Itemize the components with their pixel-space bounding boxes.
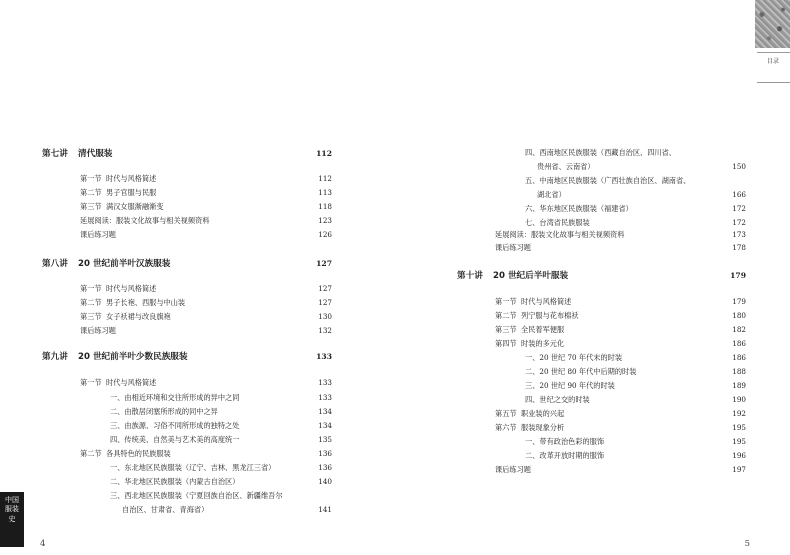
toc-entry-page-number: 173 [732,230,746,239]
toc-entry [42,324,332,338]
toc-entry [457,407,746,421]
toc-entry-page-number: 132 [318,326,332,335]
toc-entry [42,214,332,228]
toc-entry [457,188,746,202]
toc-entry-page-number: 172 [732,204,746,213]
toc-entry-title: 课后练习题 [495,243,531,252]
toc-entry-title: 三、由族源、习俗不同所形成的独特之处 [110,421,240,430]
toc-entry-page-number: 189 [732,381,746,390]
toc-chapter-entry [42,350,332,364]
toc-entry-label: 第一节 [80,378,102,387]
toc-entry-page-number: 190 [732,395,746,404]
toc-entry-label: 第二节 [80,188,102,197]
toc-entry-page-number: 127 [318,298,332,307]
toc-entry [457,228,746,242]
toc-entry-page-number: 166 [732,190,746,199]
toc-entry-page-number: 195 [732,437,746,446]
toc-entry [457,463,746,477]
toc-entry [457,174,746,188]
toc-entry [42,376,332,390]
toc-entry-page-number: 127 [318,284,332,293]
toc-entry-title: 20 世纪前半叶少数民族服装 [78,352,188,362]
toc-entry-page-number: 196 [732,451,746,460]
toc-entry-label: 第二节 [495,311,517,320]
toc-entry [42,200,332,214]
toc-entry-title: 一、带有政治色彩的服饰 [525,437,605,446]
toc-entry-title: 服装现象分析 [521,423,565,432]
section-tab-label: 目录 [766,58,779,65]
toc-entry-title: 二、20 世纪 80 年代中后期的时装 [525,367,637,376]
toc-entry-title: 二、华北地区民族服装（内蒙古自治区） [110,477,240,486]
toc-entry-title: 课后练习题 [80,326,116,335]
corner-rule-top [757,52,790,53]
toc-entry-title: 时装的多元化 [521,339,565,348]
toc-chapter-entry [42,147,332,161]
toc-entry-title: 二、由散居闭塞所形成的同中之异 [110,407,218,416]
toc-entry-title: 五、中南地区民族服装（广西壮族自治区、湖南省、 [525,176,691,185]
toc-entry-label: 第六节 [495,423,517,432]
toc-entry-page-number: 136 [318,463,332,472]
toc-entry-label: 第五节 [495,409,517,418]
toc-entry-title: 清代服装 [78,149,113,159]
toc-entry-title: 时代与风格简述 [106,378,157,387]
toc-entry [42,391,332,405]
corner-rule-bottom [757,82,790,83]
toc-entry-title: 六、华东地区民族服装（福建省） [525,204,633,213]
toc-entry-title: 湖北省） [537,190,566,199]
toc-entry [42,461,332,475]
toc-entry-title: 二、改革开放时期的服饰 [525,451,605,460]
toc-entry-title: 列宁服与花布棉袄 [521,311,579,320]
toc-entry-page-number: 188 [732,367,746,376]
toc-entry-page-number: 134 [318,421,332,430]
toc-entry [457,309,746,323]
toc-entry-label: 第三节 [80,312,102,321]
toc-entry [457,160,746,174]
toc-entry [42,282,332,296]
toc-entry [42,186,332,200]
toc-entry-page-number: 127 [316,259,332,268]
toc-entry-label: 第一节 [80,284,102,293]
book-title-vertical: 中国服装史 [5,496,19,523]
toc-entry [457,449,746,463]
toc-entry-label: 第七讲 [42,149,68,159]
toc-entry-label: 第一节 [495,297,517,306]
toc-entry [42,503,332,517]
toc-entry-page-number: 136 [318,449,332,458]
toc-entry-label: 第二节 [80,298,102,307]
toc-entry [42,172,332,186]
toc-entry-label: 第四节 [495,339,517,348]
toc-entry-page-number: 186 [732,353,746,362]
toc-entry-title: 延展阅读：服装文化故事与相关视频资料 [495,230,625,239]
toc-entry-page-number: 178 [732,243,746,252]
toc-entry-title: 男子长袍、西服与中山装 [106,298,186,307]
toc-entry [457,202,746,216]
toc-entry-title: 课后练习题 [80,230,116,239]
toc-entry-title: 职业装的兴起 [521,409,565,418]
toc-entry [457,393,746,407]
toc-entry [457,146,746,160]
toc-entry-page-number: 133 [318,378,332,387]
toc-entry [457,365,746,379]
corner-texture-image [755,0,790,48]
toc-entry-page-number: 130 [318,312,332,321]
toc-entry [42,296,332,310]
book-title-sidebar [0,492,24,547]
toc-entry [42,419,332,433]
toc-entry-title: 贵州省、云南省） [537,162,595,171]
toc-entry-page-number: 123 [318,216,332,225]
right-page [395,0,790,555]
toc-entry-title: 七、台湾省民族服装 [525,218,590,227]
toc-entry-title: 四、西南地区民族服装（西藏自治区、四川省、 [525,148,676,157]
toc-entry-page-number: 118 [318,202,332,211]
toc-entry-title: 课后练习题 [495,465,531,474]
toc-entry-page-number: 180 [732,311,746,320]
toc-entry-page-number: 186 [732,339,746,348]
toc-entry [457,421,746,435]
toc-entry-title: 自治区、甘肃省、青海省） [122,505,209,514]
toc-entry-page-number: 150 [732,162,746,171]
toc-entry [457,379,746,393]
toc-entry-title: 一、东北地区民族服装（辽宁、吉林、黑龙江三省） [110,463,276,472]
toc-entry-page-number: 182 [732,325,746,334]
toc-entry-title: 女子袄裙与改良旗袍 [106,312,171,321]
toc-entry [42,433,332,447]
toc-entry-page-number: 197 [732,465,746,474]
toc-entry-label: 第二节 [80,449,102,458]
page-number-right: 5 [744,539,750,549]
toc-entry [457,323,746,337]
toc-entry [42,475,332,489]
page-number-left: 4 [40,539,46,549]
toc-entry-page-number: 112 [318,174,332,183]
toc-entry [42,228,332,242]
toc-entry-label: 第十讲 [457,271,483,281]
toc-entry-title: 男子官服与民服 [106,188,157,197]
toc-entry-title: 20 世纪后半叶服装 [493,271,569,281]
toc-entry-title: 三、20 世纪 90 年代的时装 [525,381,615,390]
toc-entry-page-number: 179 [732,297,746,306]
toc-entry-page-number: 172 [732,218,746,227]
toc-entry-page-number: 135 [318,435,332,444]
toc-entry-label: 第一节 [80,174,102,183]
toc-entry-title: 延展阅读：服装文化故事与相关视频资料 [80,216,210,225]
toc-entry-title: 四、世纪之交的时装 [525,395,590,404]
toc-entry-title: 三、西北地区民族服装（宁夏回族自治区、新疆维吾尔 [110,491,283,500]
toc-entry-title: 时代与风格简述 [106,284,157,293]
toc-entry [42,405,332,419]
toc-entry-title: 20 世纪前半叶汉族服装 [78,259,171,269]
toc-entry-title: 时代与风格简述 [106,174,157,183]
toc-entry-page-number: 126 [318,230,332,239]
toc-entry-title: 四、传统美、自然美与艺术美的高度统一 [110,435,240,444]
toc-entry [42,489,332,503]
toc-entry-label: 第九讲 [42,352,68,362]
toc-entry-page-number: 179 [730,271,746,280]
toc-entry-page-number: 113 [318,188,332,197]
toc-entry-title: 一、由相近环境和交往所形成的异中之同 [110,393,240,402]
toc-entry-label: 第八讲 [42,259,68,269]
toc-entry-page-number: 133 [316,352,332,361]
toc-entry-label: 第三节 [80,202,102,211]
toc-entry-page-number: 133 [318,393,332,402]
toc-entry-page-number: 134 [318,407,332,416]
toc-entry-title: 时代与风格简述 [521,297,572,306]
toc-entry [42,310,332,324]
toc-entry-title: 各具特色的民族服装 [106,449,171,458]
toc-entry-page-number: 112 [316,149,332,158]
toc-chapter-entry [457,269,746,283]
toc-entry-page-number: 140 [318,477,332,486]
toc-entry [42,447,332,461]
toc-entry-label: 第三节 [495,325,517,334]
toc-entry [457,351,746,365]
toc-entry [457,337,746,351]
toc-entry-title: 全民着军便服 [521,325,565,334]
toc-entry [457,295,746,309]
toc-entry-title: 满汉女服渐融渐变 [106,202,164,211]
toc-entry-page-number: 195 [732,423,746,432]
toc-entry-page-number: 192 [732,409,746,418]
toc-entry-title: 一、20 世纪 70 年代末的时装 [525,353,623,362]
toc-entry-page-number: 141 [318,505,332,514]
toc-entry [457,435,746,449]
toc-chapter-entry [42,257,332,271]
toc-entry [457,241,746,255]
